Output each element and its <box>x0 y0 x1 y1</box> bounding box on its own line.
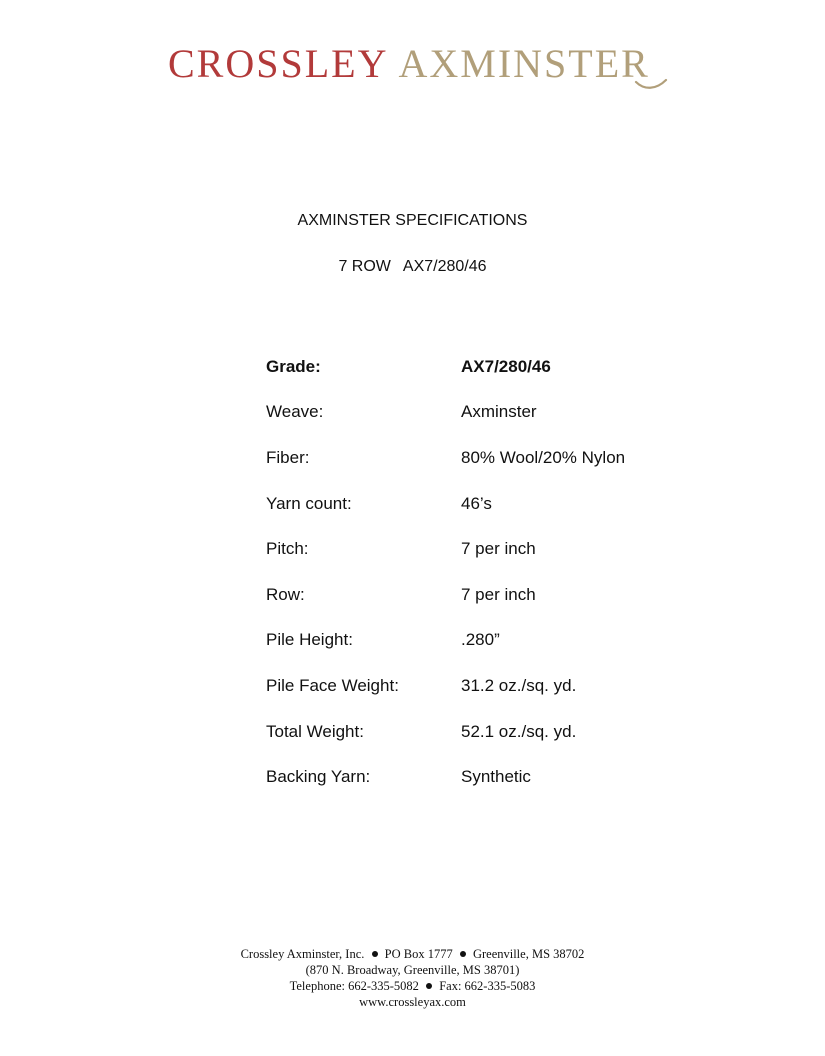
spec-row-row <box>266 572 686 618</box>
spec-value: 46’s <box>461 493 492 513</box>
spec-table <box>266 344 686 800</box>
spec-label: Grade: <box>266 356 321 376</box>
subtitle-code: AX7/280/46 <box>402 258 487 275</box>
spec-label: Yarn count: <box>266 493 352 513</box>
footer-fax: Fax: 662-335-5083 <box>439 979 536 993</box>
spec-row-total-weight <box>266 709 686 755</box>
company-logo <box>168 41 650 94</box>
spec-label: Total Weight: <box>266 721 364 741</box>
spec-row-grade <box>266 344 686 390</box>
footer-telephone: Telephone: 662-335-5082 <box>289 979 419 993</box>
spec-row-weave <box>266 390 686 436</box>
company-footer <box>0 946 825 1010</box>
footer-city: Greenville, MS 38702 <box>472 947 585 961</box>
spec-label: Row: <box>266 584 305 604</box>
logo-swash-icon <box>634 78 668 92</box>
bullet-icon <box>426 983 432 989</box>
spec-value: 31.2 oz./sq. yd. <box>461 675 577 695</box>
spec-label: Fiber: <box>266 447 310 467</box>
bullet-icon <box>460 951 466 957</box>
spec-row-pile-face-weight <box>266 663 686 709</box>
spec-value: 7 per inch <box>461 539 536 559</box>
spec-row-pitch <box>266 526 686 572</box>
spec-row-yarn-count <box>266 481 686 527</box>
spec-value: .280” <box>461 630 500 650</box>
footer-website: www.crossleyax.com <box>359 995 466 1009</box>
spec-label: Pitch: <box>266 539 309 559</box>
footer-line-phone <box>0 978 825 994</box>
spec-label: Weave: <box>266 402 324 422</box>
spec-row-backing-yarn <box>266 754 686 800</box>
logo-word-crossley: CROSSLEY <box>168 41 389 86</box>
spec-row-pile-height <box>266 618 686 664</box>
logo-word-axminster: AXMINSTER <box>398 41 650 86</box>
bullet-icon <box>372 951 378 957</box>
spec-value: AX7/280/46 <box>461 356 551 376</box>
spec-label: Pile Face Weight: <box>266 675 399 695</box>
footer-line-address <box>0 946 825 962</box>
spec-value: 80% Wool/20% Nylon <box>461 447 626 467</box>
document-title: AXMINSTER SPECIFICATIONS <box>297 212 528 229</box>
footer-company: Crossley Axminster, Inc. <box>240 947 365 961</box>
spec-value: Axminster <box>461 402 537 422</box>
spec-label: Pile Height: <box>266 630 353 650</box>
spec-row-fiber <box>266 435 686 481</box>
document-subtitle <box>0 258 825 276</box>
spec-value: 7 per inch <box>461 584 536 604</box>
spec-value: Synthetic <box>461 767 531 787</box>
footer-po-box: PO Box 1777 <box>384 947 453 961</box>
subtitle-row: 7 ROW <box>338 258 391 275</box>
spec-label: Backing Yarn: <box>266 767 371 787</box>
spec-value: 52.1 oz./sq. yd. <box>461 721 577 741</box>
footer-street: (870 N. Broadway, Greenville, MS 38701) <box>305 963 520 977</box>
